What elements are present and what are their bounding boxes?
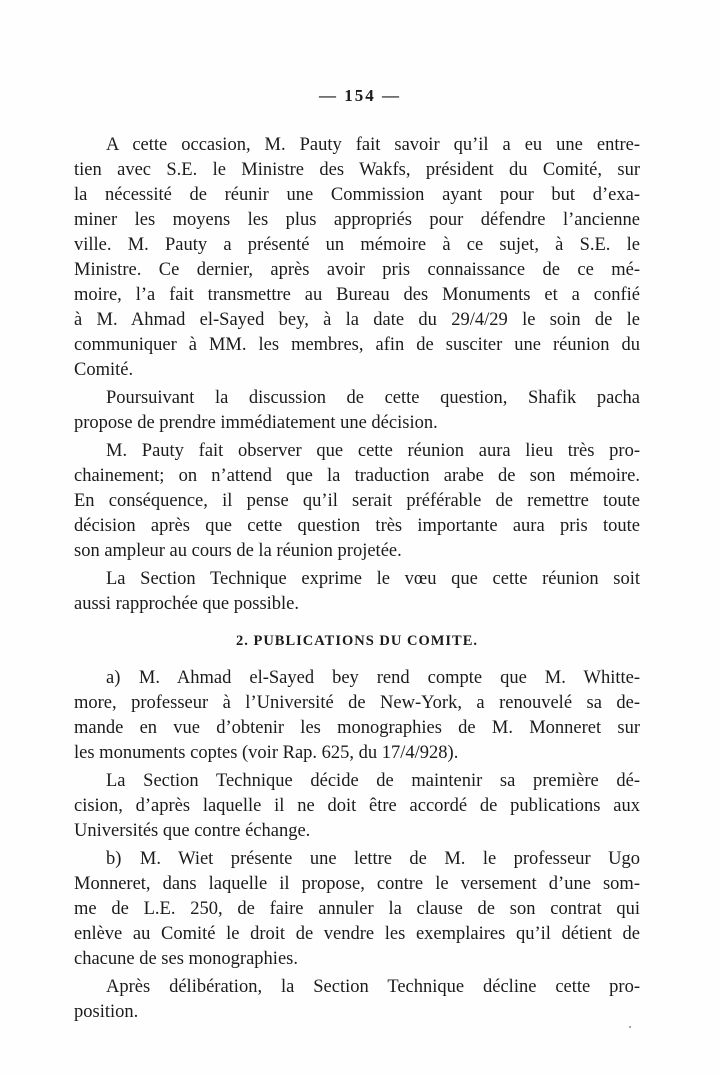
text-line: la nécessité de réunir une Commission ayant pour but d’exa- [74,185,640,205]
text-line: me de L.E. 250, de faire annuler la clause de son contrat qui [74,899,640,919]
text-line: a) M. Ahmad el-Sayed bey rend compte que M. Whitte- [106,668,640,688]
text-line: mande en vue d’obtenir les monographies de M. Monneret sur [74,718,640,738]
text-line: à M. Ahmad el-Sayed bey, à la date du 29/4/29 le soin de le [74,310,640,330]
section-heading: 2. PUBLICATIONS DU COMITE. [235,633,479,649]
text-line: miner les moyens les plus appropriés pour défendre l’ancienne [74,210,640,230]
page-body [74,133,640,1025]
text-line: Après délibération, la Section Technique décline cette pro- [106,977,640,997]
text-line: ville. M. Pauty a présenté un mémoire à ce sujet, à S.E. le [74,235,640,255]
text-line: cision, d’après laquelle il ne doit être accordé de publications aux [74,796,640,816]
paragraph [74,386,640,436]
text-line: b) M. Wiet présente une lettre de M. le professeur Ugo [106,849,640,869]
text-line: tien avec S.E. le Ministre des Wakfs, président du Comité, sur [74,160,640,180]
text-line: Comité. [74,360,134,380]
text-line: son ampleur au cours de la réunion projetée. [74,541,402,561]
paragraph [74,666,640,766]
text-line: chacune de ses monographies. [74,949,298,969]
text-line: La Section Technique décide de maintenir sa première dé- [106,771,640,791]
text-line: Monneret, dans laquelle il propose, contre le versement d’une som- [74,874,640,894]
text-line: propose de prendre immédiatement une décision. [74,413,438,433]
text-line: communiquer à MM. les membres, afin de susciter une réunion du [74,335,640,355]
paragraph [74,567,640,617]
paragraph [74,847,640,972]
text-line: M. Pauty fait observer que cette réunion aura lieu très pro- [106,441,640,461]
scan-artifact-speck [629,1026,631,1028]
text-line: les monuments coptes (voir Rap. 625, du 17/4/928). [74,743,459,763]
text-line: aussi rapprochée que possible. [74,594,300,614]
text-line: Ministre. Ce dernier, après avoir pris connaissance de ce mé- [74,260,640,280]
text-line: moire, l’a fait transmettre au Bureau des Monuments et a confié [74,285,640,305]
text-line: Poursuivant la discussion de cette question, Shafik pacha [106,388,640,408]
paragraph [74,769,640,844]
text-line: décision après que cette question très importante aura pris toute [74,516,640,536]
text-line: Universités que contre échange. [74,821,311,841]
text-line: more, professeur à l’Université de New-York, a renouvelé sa de- [74,693,640,713]
text-line: A cette occasion, M. Pauty fait savoir qu’il a eu une entre- [106,135,640,155]
paragraph [74,439,640,564]
text-line: enlève au Comité le droit de vendre les exemplaires qu’il détient de [74,924,640,944]
paragraph [74,975,640,1025]
text-line: La Section Technique exprime le vœu que cette réunion soit [106,569,640,589]
paragraph [74,133,640,383]
text-line: En conséquence, il pense qu’il serait préférable de remettre toute [74,491,640,511]
text-line: position. [74,1002,139,1022]
page-number: — 154 — [319,86,401,105]
text-line: chainement; on n’attend que la traduction arabe de son mémoire. [74,466,640,486]
